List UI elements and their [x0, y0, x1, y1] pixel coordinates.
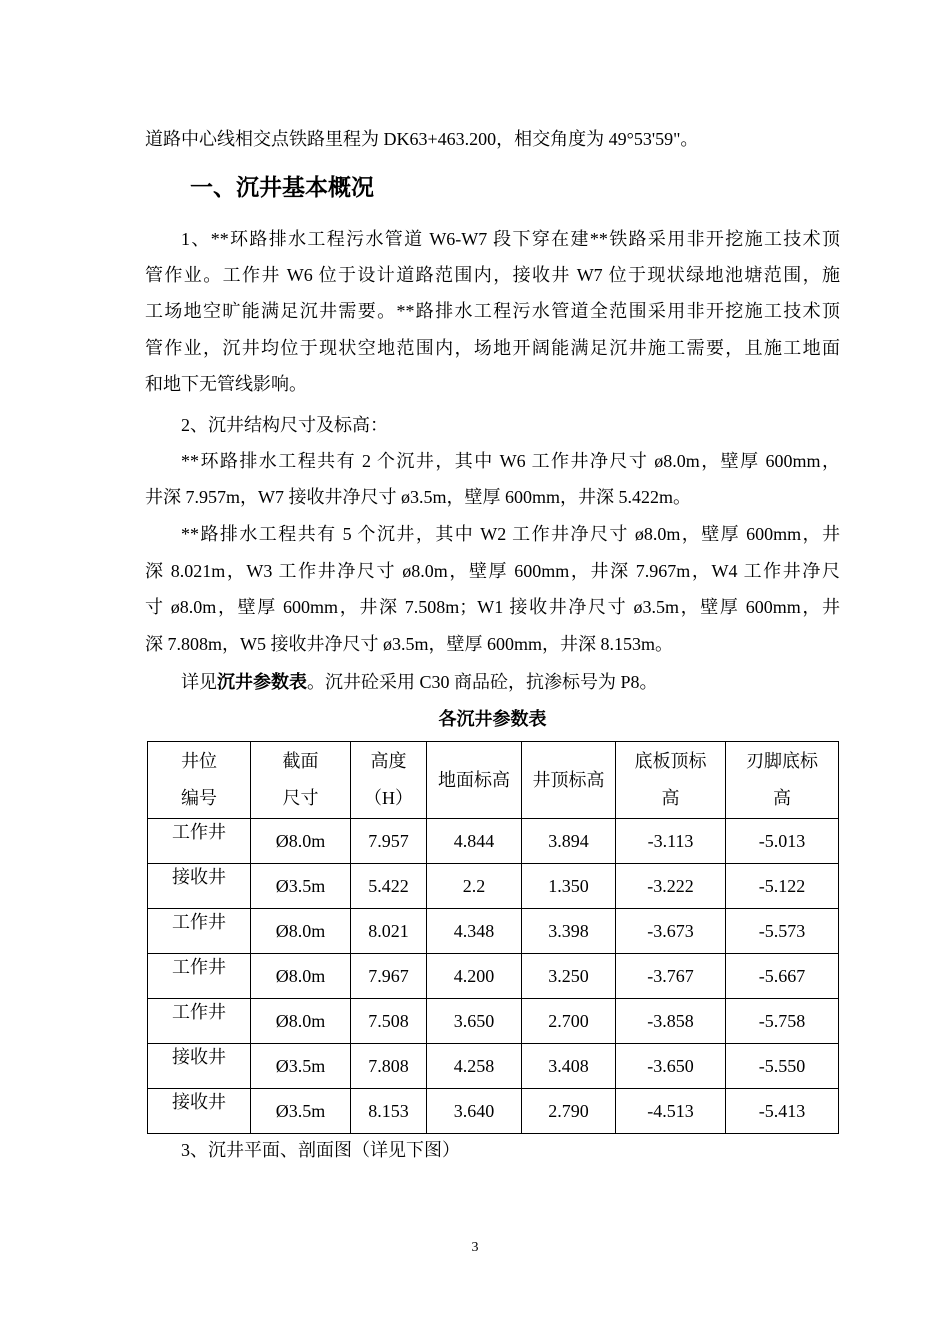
table-cell: 8.021: [351, 909, 427, 954]
well-type-cell: 工作井: [148, 954, 251, 999]
paragraph-6: 3、沉井平面、剖面图（详见下图）: [181, 1140, 460, 1160]
paragraph-3-line-2: 井深 7.957m，W7 接收井净尺寸 ø3.5m，壁厚 600mm，井深 5.422m。: [145, 487, 691, 507]
table-cell: 7.508: [351, 999, 427, 1044]
table-cell: -3.222: [616, 864, 726, 909]
header-height: 高度 （H）: [351, 742, 427, 819]
table-row: [148, 954, 839, 999]
table-cell: -5.013: [726, 819, 839, 864]
header-bottom-slab-elevation: 底板顶标 高: [616, 742, 726, 819]
table-cell: 7.808: [351, 1044, 427, 1089]
paragraph-1-line-3: 工场地空旷能满足沉井需要。**路排水工程污水管道全范围采用非开挖施工技术顶: [145, 301, 840, 321]
table-cell: 2.2: [427, 864, 522, 909]
table-row: [148, 999, 839, 1044]
header-cutting-edge-elevation: 刃脚底标 高: [726, 742, 839, 819]
paragraph-5-pre: 详见: [181, 672, 217, 692]
table-cell: 3.650: [427, 999, 522, 1044]
well-type-cell: 接收井: [148, 1089, 251, 1134]
table-cell: -4.513: [616, 1089, 726, 1134]
table-cell: 4.200: [427, 954, 522, 999]
paragraph-intro-tail: 道路中心线相交点铁路里程为 DK63+463.200，相交角度为 49°53'59"。: [145, 129, 699, 149]
well-type-cell: 接收井: [148, 864, 251, 909]
table-cell: 4.844: [427, 819, 522, 864]
table-cell: -5.758: [726, 999, 839, 1044]
table-cell: 5.422: [351, 864, 427, 909]
header-well-id: 井位 编号: [148, 742, 251, 819]
table-cell: -3.767: [616, 954, 726, 999]
table-cell: 7.967: [351, 954, 427, 999]
parameter-table-reference: 沉井参数表: [217, 672, 307, 692]
well-type-cell: 接收井: [148, 1044, 251, 1089]
table-cell: Ø8.0m: [251, 909, 351, 954]
table-row: [148, 1089, 839, 1134]
paragraph-5: [181, 670, 658, 694]
paragraph-4-line-1: **路排水工程共有 5 个沉井，其中 W2 工作井净尺寸 ø8.0m，壁厚 600mm，井: [181, 524, 840, 544]
table-cell: 4.348: [427, 909, 522, 954]
header-top-elevation: 井顶标高: [522, 742, 616, 819]
parameter-table: [147, 741, 839, 1134]
paragraph-4-line-4: 深 7.808m，W5 接收井净尺寸 ø3.5m，壁厚 600mm，井深 8.153m。: [145, 634, 673, 654]
table-cell: Ø8.0m: [251, 999, 351, 1044]
table-cell: -5.413: [726, 1089, 839, 1134]
table-cell: 1.350: [522, 864, 616, 909]
table-cell: Ø3.5m: [251, 1089, 351, 1134]
table-cell: 2.790: [522, 1089, 616, 1134]
header-section-size: 截面 尺寸: [251, 742, 351, 819]
table-cell: -3.650: [616, 1044, 726, 1089]
table-cell: -5.122: [726, 864, 839, 909]
paragraph-1-line-2: 管作业。工作井 W6 位于设计道路范围内，接收井 W7 位于现状绿地池塘范围，施: [145, 265, 840, 285]
table-cell: 3.640: [427, 1089, 522, 1134]
paragraph-1-line-1: 1、**环路排水工程污水管道 W6-W7 段下穿在建**铁路采用非开挖施工技术顶: [181, 229, 840, 249]
table-cell: Ø8.0m: [251, 954, 351, 999]
table-cell: Ø3.5m: [251, 864, 351, 909]
table-cell: 2.700: [522, 999, 616, 1044]
page-number: 3: [471, 1240, 479, 1255]
paragraph-4-line-2: 深 8.021m，W3 工作井净尺寸 ø8.0m，壁厚 600mm，井深 7.967m，W4 工作井净尺: [145, 561, 840, 581]
well-type-cell: 工作井: [148, 909, 251, 954]
table-cell: Ø8.0m: [251, 819, 351, 864]
paragraph-3-line-1: **环路排水工程共有 2 个沉井，其中 W6 工作井净尺寸 ø8.0m，壁厚 600mm，: [181, 451, 840, 471]
table-cell: -5.573: [726, 909, 839, 954]
table-row: [148, 864, 839, 909]
table-cell: Ø3.5m: [251, 1044, 351, 1089]
section-heading: 一、沉井基本概况: [190, 175, 374, 201]
table-cell: -3.673: [616, 909, 726, 954]
table-cell: 3.408: [522, 1044, 616, 1089]
table-cell: -3.113: [616, 819, 726, 864]
table-row: [148, 819, 839, 864]
paragraph-1-line-4: 管作业，沉井均位于现状空地范围内，场地开阔能满足沉井施工需要，且施工地面: [145, 338, 840, 358]
paragraph-5-post: 。沉井砼采用 C30 商品砼，抗渗标号为 P8。: [307, 672, 658, 692]
well-type-cell: 工作井: [148, 819, 251, 864]
well-type-cell: 工作井: [148, 999, 251, 1044]
table-cell: 3.398: [522, 909, 616, 954]
paragraph-2: 2、沉井结构尺寸及标高：: [181, 415, 388, 435]
table-row: [148, 1044, 839, 1089]
table-cell: 4.258: [427, 1044, 522, 1089]
table-cell: 7.957: [351, 819, 427, 864]
table-row: [148, 909, 839, 954]
table-cell: 3.894: [522, 819, 616, 864]
paragraph-1-line-5: 和地下无管线影响。: [145, 374, 307, 394]
header-ground-elevation: 地面标高: [427, 742, 522, 819]
paragraph-4-line-3: 寸 ø8.0m，壁厚 600mm，井深 7.508m；W1 接收井净尺寸 ø3.5m，壁厚 600mm，井: [145, 597, 840, 617]
table-cell: 3.250: [522, 954, 616, 999]
table-cell: -5.550: [726, 1044, 839, 1089]
table-cell: -3.858: [616, 999, 726, 1044]
table-cell: -5.667: [726, 954, 839, 999]
table-header-row: [148, 742, 839, 819]
table-cell: 8.153: [351, 1089, 427, 1134]
table-title: 各沉井参数表: [438, 709, 547, 729]
